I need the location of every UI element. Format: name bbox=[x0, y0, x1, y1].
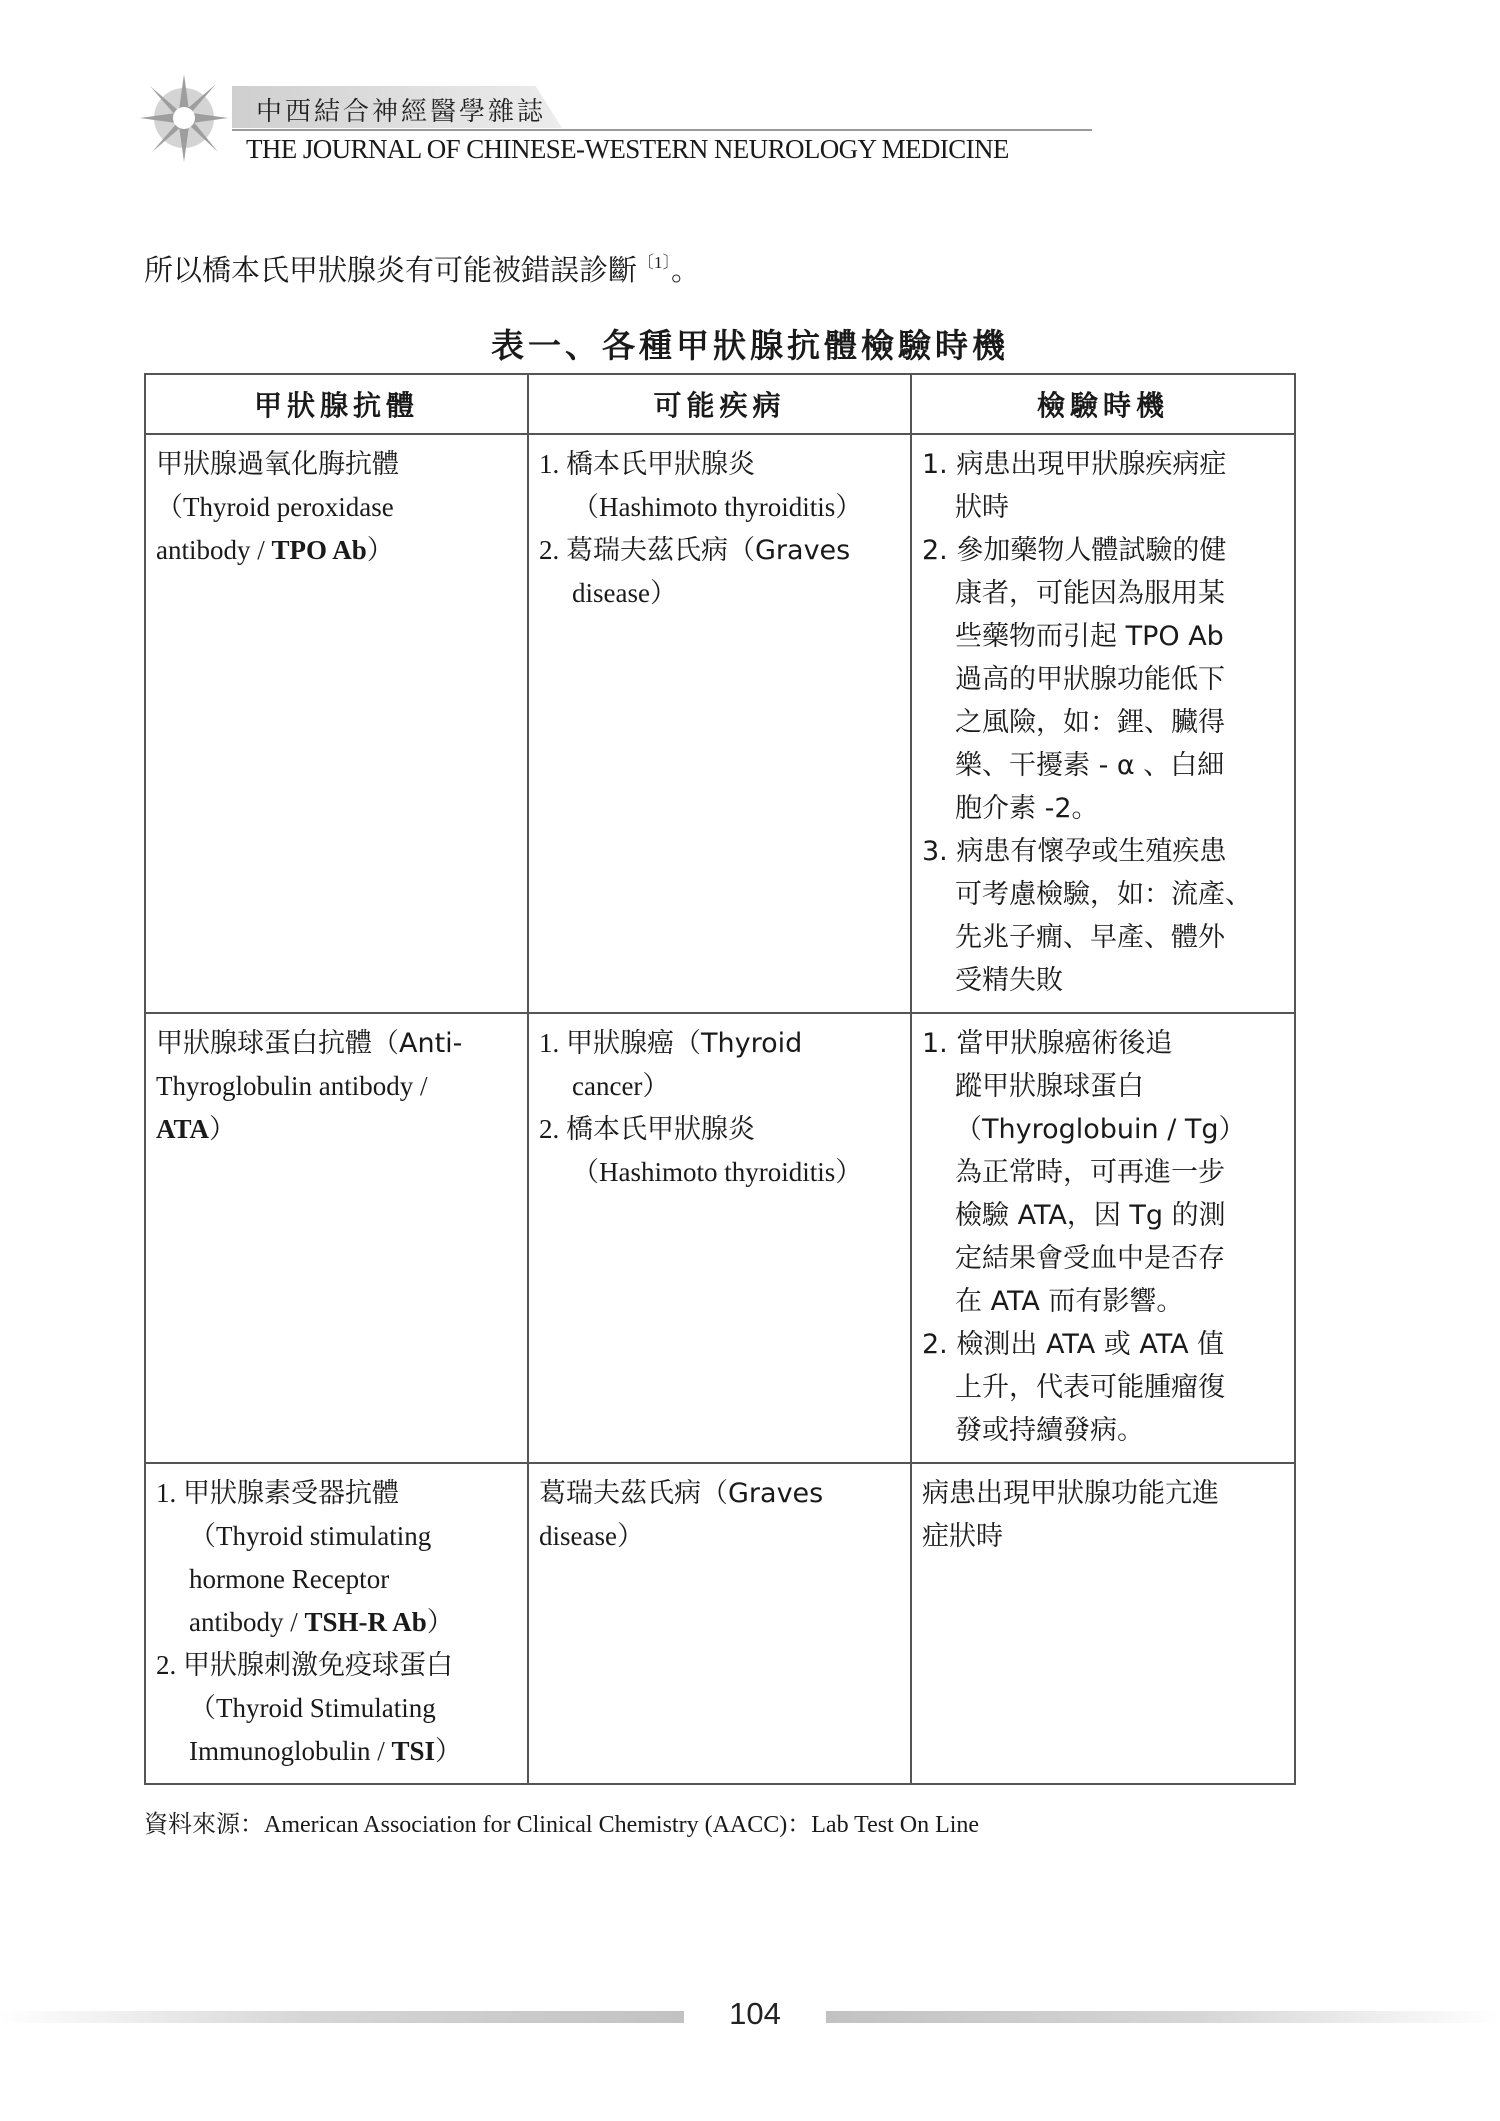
antibody-en-tail: antibody / bbox=[156, 535, 272, 565]
timing-line: 檢測出 ATA 或 ATA 值 bbox=[956, 1329, 1225, 1360]
list-item bbox=[922, 443, 1284, 486]
timing-line: 狀時 bbox=[955, 492, 1009, 523]
antibody-close: ） bbox=[426, 1607, 454, 1638]
disease-zh: 橋本氏甲狀腺炎 bbox=[566, 449, 755, 480]
item-number: 2. bbox=[922, 535, 948, 566]
item-number: 2. bbox=[539, 535, 560, 565]
timing-line: 之風險，如：鋰、臟得 bbox=[955, 707, 1225, 738]
disease-cell bbox=[528, 1013, 911, 1463]
item-number: 2. bbox=[922, 1329, 948, 1360]
footer-bar-right bbox=[826, 2011, 1500, 2023]
table-title: 表一、各種甲狀腺抗體檢驗時機 bbox=[491, 326, 1009, 365]
disease-cell bbox=[528, 1463, 911, 1784]
list-item bbox=[922, 1323, 1284, 1366]
timing-line: 病患有懷孕或生殖疾患 bbox=[956, 836, 1227, 867]
antibody-cell bbox=[145, 1463, 528, 1784]
timing-line: 可考慮檢驗，如：流產、 bbox=[955, 879, 1252, 910]
antibody-name-zh: 甲狀腺球蛋白抗體（Anti- bbox=[156, 1028, 463, 1059]
timing-line: 蹤甲狀腺球蛋白 bbox=[955, 1071, 1144, 1102]
timing-line: 些藥物而引起 TPO Ab bbox=[955, 621, 1224, 652]
antibody-abbr-line bbox=[156, 1108, 517, 1151]
timing-line: 病患出現甲狀腺功能亢進 bbox=[922, 1478, 1219, 1509]
source-sep: ： bbox=[787, 1810, 812, 1838]
page-number: 104 bbox=[729, 1996, 781, 2031]
timing-line: 參加藥物人體試驗的健 bbox=[956, 535, 1227, 566]
source-tail: Lab Test On Line bbox=[811, 1812, 980, 1838]
footer-bar-left bbox=[0, 2011, 684, 2023]
table-row bbox=[145, 1013, 1295, 1463]
disease-en: disease） bbox=[572, 578, 677, 608]
list-item bbox=[156, 1472, 517, 1515]
source-text: American Association for Clinical Chemistry (AACC) bbox=[264, 1812, 788, 1838]
item-number: 1. bbox=[156, 1478, 177, 1508]
header-disease: 可能疾病 bbox=[528, 374, 911, 434]
timing-line: 過高的甲狀腺功能低下 bbox=[955, 664, 1225, 695]
antibody-abbr-line bbox=[156, 529, 517, 572]
antibody-en-tail: antibody / bbox=[189, 1607, 305, 1637]
journal-title-zh: 中西結合神經醫學雜誌 bbox=[256, 97, 547, 127]
disease-zh: 葛瑞夫茲氏病（Graves bbox=[566, 535, 851, 566]
antibody-abbr-line bbox=[156, 1601, 517, 1644]
header-rule bbox=[232, 129, 1092, 131]
intro-end: 。 bbox=[671, 253, 701, 287]
antibody-name-en: （Thyroid stimulating bbox=[189, 1521, 432, 1551]
list-item bbox=[539, 443, 900, 486]
source-label: 資料來源： bbox=[144, 1810, 264, 1838]
list-item bbox=[922, 830, 1284, 873]
star-burst-icon bbox=[138, 72, 230, 164]
header-antibody: 甲狀腺抗體 bbox=[145, 374, 528, 434]
timing-line: 發或持續發病。 bbox=[955, 1415, 1144, 1446]
timing-line: 症狀時 bbox=[922, 1521, 1003, 1552]
list-item bbox=[539, 1108, 900, 1151]
antibody-close: ） bbox=[209, 1114, 236, 1145]
disease-en: cancer） bbox=[572, 1071, 670, 1101]
antibody-close: ） bbox=[366, 535, 394, 566]
item-number: 2. bbox=[539, 1114, 560, 1144]
antibody-name-zh: 甲狀腺素受器抗體 bbox=[183, 1478, 399, 1509]
timing-line: 受精失敗 bbox=[955, 965, 1063, 996]
disease-en: （Hashimoto thyroiditis） bbox=[572, 1157, 863, 1187]
timing-cell bbox=[911, 1013, 1295, 1463]
antibody-name-en: （Thyroid Stimulating bbox=[189, 1693, 436, 1723]
timing-line: 在 ATA 而有影響。 bbox=[955, 1286, 1184, 1317]
timing-line: 先兆子癇、早產、體外 bbox=[955, 922, 1225, 953]
item-number: 1. bbox=[922, 449, 948, 480]
timing-line: 病患出現甲狀腺疾病症 bbox=[956, 449, 1227, 480]
table-row bbox=[145, 1463, 1295, 1784]
timing-line: 胞介素 -2。 bbox=[955, 793, 1099, 824]
antibody-name-en: Thyroglobulin antibody / bbox=[156, 1071, 428, 1101]
disease-zh: 橋本氏甲狀腺炎 bbox=[566, 1114, 755, 1145]
antibody-table bbox=[144, 373, 1296, 1785]
list-item bbox=[922, 1022, 1284, 1065]
item-number: 3. bbox=[922, 836, 948, 867]
antibody-name-zh: 甲狀腺刺激免疫球蛋白 bbox=[183, 1650, 453, 1681]
table-row bbox=[145, 434, 1295, 1013]
antibody-name-en: （Thyroid peroxidase bbox=[156, 492, 394, 522]
antibody-cell bbox=[145, 1013, 528, 1463]
antibody-name-en: hormone Receptor bbox=[189, 1564, 390, 1594]
disease-zh: 葛瑞夫茲氏病（Graves bbox=[539, 1478, 824, 1509]
antibody-close: ） bbox=[435, 1736, 463, 1767]
disease-cell bbox=[528, 434, 911, 1013]
intro-text: 所以橋本氏甲狀腺炎有可能被錯誤診斷 bbox=[144, 253, 638, 287]
item-number: 1. bbox=[539, 1028, 560, 1058]
antibody-name-zh: 甲狀腺過氧化脢抗體 bbox=[156, 449, 399, 480]
antibody-abbr: TPO Ab bbox=[271, 535, 367, 565]
antibody-en-tail: Immunoglobulin / bbox=[189, 1736, 392, 1766]
antibody-abbr: TSI bbox=[391, 1736, 436, 1766]
item-number: 2. bbox=[156, 1650, 177, 1680]
source-note bbox=[144, 1804, 979, 1839]
timing-cell bbox=[911, 434, 1295, 1013]
list-item bbox=[922, 529, 1284, 572]
antibody-abbr-line bbox=[156, 1730, 517, 1773]
list-item bbox=[156, 1644, 517, 1687]
disease-en: disease） bbox=[539, 1521, 644, 1551]
antibody-abbr: ATA bbox=[156, 1114, 209, 1144]
timing-cell bbox=[911, 1463, 1295, 1784]
timing-line: 康者，可能因為服用某 bbox=[955, 578, 1225, 609]
timing-line: 當甲狀腺癌術後追 bbox=[956, 1028, 1173, 1059]
timing-line: 樂、干擾素 - α 、白細 bbox=[955, 750, 1225, 781]
timing-line: 為正常時，可再進一步 bbox=[955, 1157, 1225, 1188]
intro-paragraph bbox=[144, 248, 700, 289]
timing-line: 檢驗 ATA，因 Tg 的測 bbox=[955, 1200, 1226, 1231]
timing-line: 上升，代表可能腫瘤復 bbox=[955, 1372, 1225, 1403]
timing-line: 定結果會受血中是否存 bbox=[955, 1243, 1225, 1274]
journal-title-en: THE JOURNAL OF CHINESE-WESTERN NEUROLOGY MEDICINE bbox=[246, 134, 1009, 164]
timing-line: （Thyroglobuin / Tg） bbox=[955, 1114, 1246, 1145]
antibody-cell bbox=[145, 434, 528, 1013]
disease-zh: 甲狀腺癌（Thyroid bbox=[566, 1028, 803, 1059]
list-item bbox=[539, 1022, 900, 1065]
item-number: 1. bbox=[922, 1028, 948, 1059]
antibody-abbr: TSH-R Ab bbox=[304, 1607, 427, 1637]
citation-ref: 〔1〕 bbox=[637, 253, 672, 272]
disease-en: （Hashimoto thyroiditis） bbox=[572, 492, 863, 522]
table-header-row bbox=[145, 374, 1295, 434]
list-item bbox=[539, 529, 900, 572]
item-number: 1. bbox=[539, 449, 560, 479]
header-timing: 檢驗時機 bbox=[911, 374, 1295, 434]
